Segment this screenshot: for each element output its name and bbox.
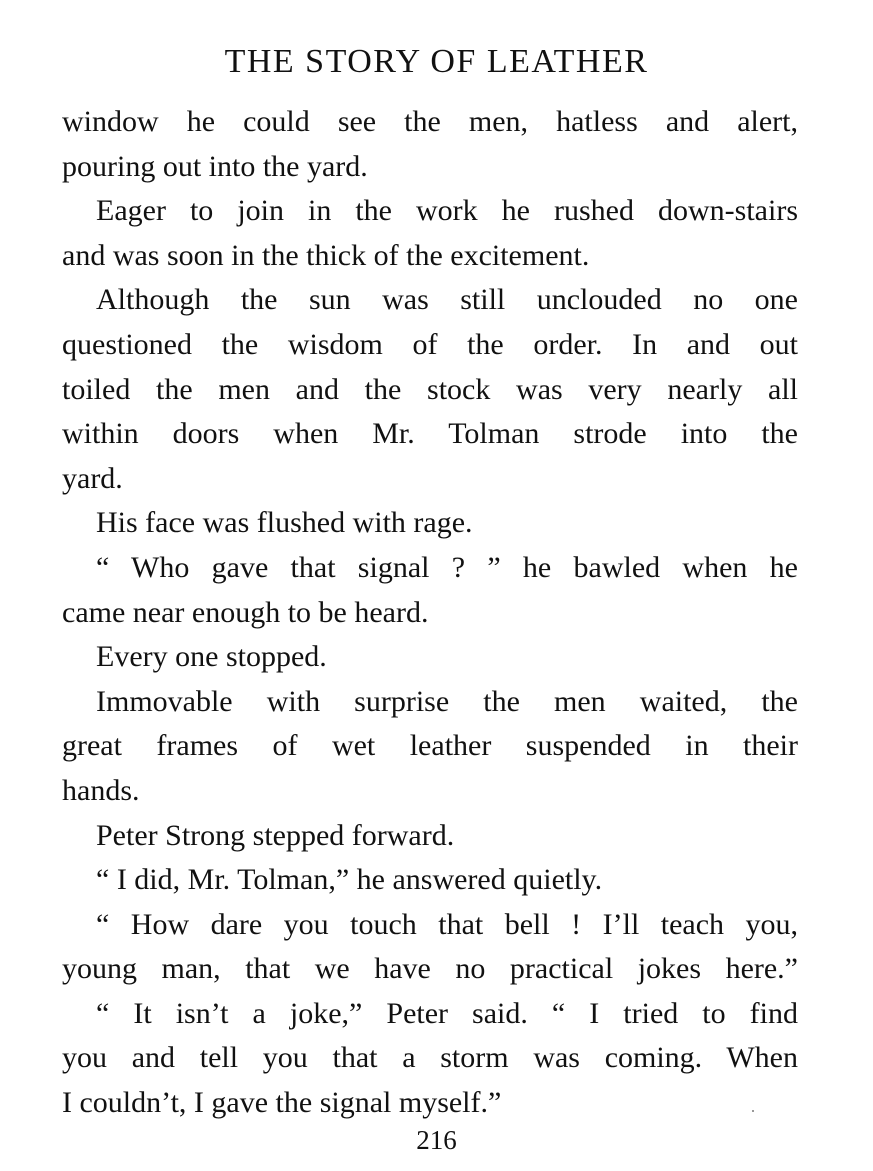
- text-line: “ Who gave that signal ? ” he bawled when he: [96, 550, 798, 584]
- text-line: young man, that we have no practical jokes here.”: [62, 952, 798, 986]
- text-line: window he could see the men, hatless and alert,: [62, 105, 798, 138]
- text-line: hands.: [62, 773, 140, 807]
- running-head: THE STORY OF LEATHER: [224, 43, 649, 80]
- page-number: 216: [416, 1125, 457, 1155]
- text-line: great frames of wet leather suspended in their: [62, 729, 798, 763]
- text-line: within doors when Mr. Tolman strode into the: [62, 417, 798, 451]
- text-line: came near enough to be heard.: [62, 595, 429, 629]
- text-line: I couldn’t, I gave the signal myself.”: [62, 1086, 502, 1120]
- text-line: Peter Strong stepped forward.: [96, 818, 455, 852]
- text-line: yard.: [62, 461, 123, 495]
- text-line: questioned the wisdom of the order. In and out: [62, 327, 798, 361]
- ink-speck: [752, 1110, 754, 1112]
- text-line: Immovable with surprise the men waited, the: [96, 684, 798, 718]
- text-line: His face was flushed with rage.: [96, 506, 473, 540]
- text-line: Although the sun was still unclouded no one: [96, 283, 798, 317]
- text-line: and was soon in the thick of the excitement.: [62, 238, 590, 272]
- text-line: “ It isn’t a joke,” Peter said. “ I tried to find: [96, 996, 798, 1030]
- text-line: “ How dare you touch that bell ! I’ll teach you,: [96, 907, 798, 941]
- text-line: you and tell you that a storm was coming. When: [62, 1041, 798, 1075]
- text-line: “ I did, Mr. Tolman,” he answered quietly.: [96, 863, 603, 897]
- text-line: Eager to join in the work he rushed down-stairs: [96, 194, 798, 228]
- text-line: toiled the men and the stock was very nearly all: [62, 372, 798, 406]
- body-text: [62, 100, 798, 1126]
- text-line: pouring out into the yard.: [62, 149, 368, 183]
- text-line: Every one stopped.: [96, 640, 327, 674]
